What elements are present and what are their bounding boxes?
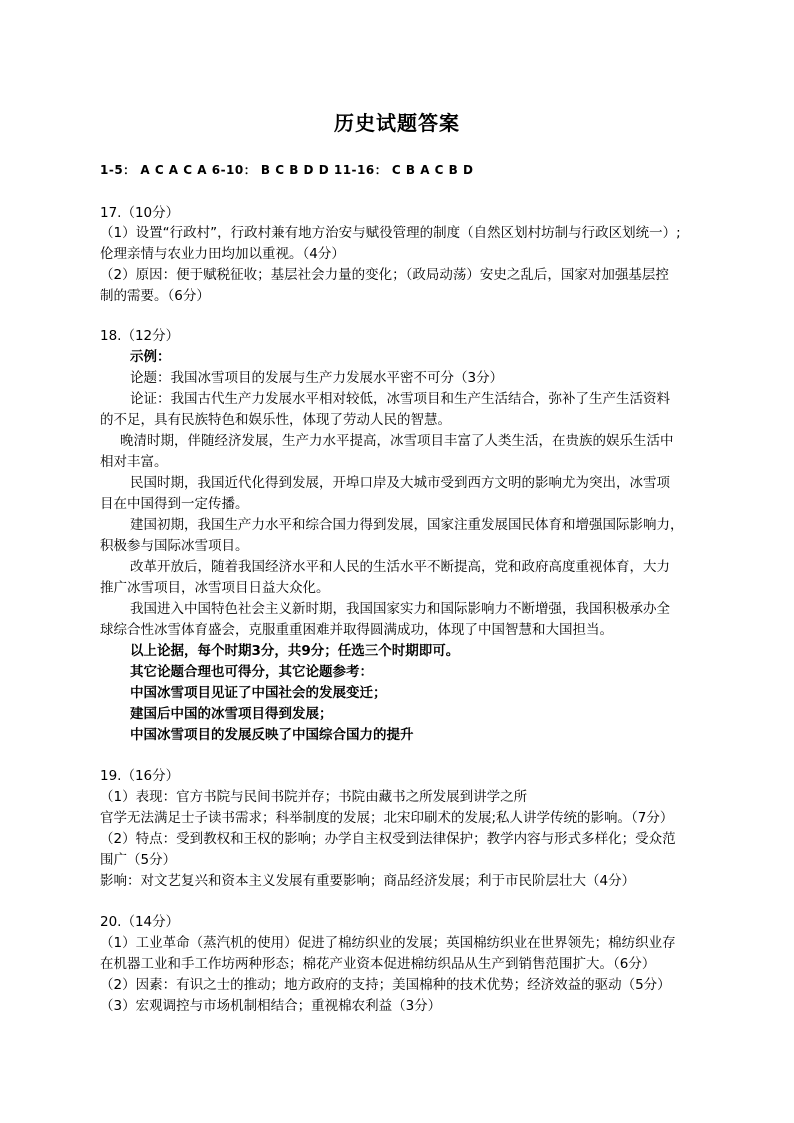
multiple-choice-answers: 1-5： A C A C A 6-10： B C B D D 11-16： C B A C B D: [100, 163, 474, 177]
q19-line: （1）表现：官方书院与民间书院并存；书院由藏书之所发展到讲学之所: [100, 789, 528, 805]
q18-line: 我国进入中国特色社会主义新时期，我国国家实力和国际影响力不断增强，我国积极承办全: [130, 601, 670, 617]
q18-line: 球综合性冰雪体育盛会，克服重重困难并取得圆满成功，体现了中国智慧和大国担当。: [100, 622, 613, 638]
q20-line: （1）工业革命（蒸汽机的使用）促进了棉纺织业的发展；英国棉纺织业在世界领先；棉纺织业存: [100, 935, 676, 951]
q17-line: 制的需要。（6分）: [100, 288, 210, 304]
q18-line: 相对丰富。: [100, 454, 168, 470]
q19-line: 影响：对文艺复兴和资本主义发展有重要影响；商品经济发展；利于市民阶层壮大（4分）: [100, 873, 636, 889]
q18-line: 改革开放后，随着我国经济水平和人民的生活水平不断提高，党和政府高度重视体育，大力: [130, 559, 670, 575]
q19-line: 围广（5分）: [100, 852, 177, 868]
q18-line: 积极参与国际冰雪项目。: [100, 538, 249, 554]
q18-header: 18.（12分）: [100, 328, 180, 344]
q18-line: 论证：我国古代生产力发展水平相对较低，冰雪项目和生产生活结合，弥补了生产生活资料: [130, 391, 670, 407]
q19-line: 官学无法满足士子读书需求；科举制度的发展；北宋印刷术的发展;私人讲学传统的影响。（7分）: [100, 810, 674, 826]
q19-line: （2）特点：受到教权和王权的影响；办学自主权受到法律保护；教学内容与形式多样化；受众范: [100, 831, 676, 847]
q20-line: 在机器工业和手工作坊两种形态；棉花产业资本促进棉纺织品从生产到销售范围扩大。（6分）: [100, 956, 656, 972]
q18-line: 推广冰雪项目，冰雪项目日益大众化。: [100, 580, 330, 596]
q17-line: （2）原因：便于赋税征收；基层社会力量的变化；（政局动荡）安史之乱后，国家对加强基层控: [100, 267, 669, 283]
q19-header: 19.（16分）: [100, 768, 180, 784]
q18-line: 民国时期，我国近代化得到发展，开埠口岸及大城市受到西方文明的影响尤为突出，冰雪项: [130, 475, 670, 491]
q18-example-label: 示例：: [130, 349, 171, 365]
q17-header: 17.（10分）: [100, 205, 180, 221]
q17-line: 伦理亲情与农业力田均加以重视。（4分）: [100, 246, 345, 262]
q18-thesis: 论题：我国冰雪项目的发展与生产力发展水平密不可分（3分）: [130, 370, 504, 386]
q17-line: （1）设置“行政村”，行政村兼有地方治安与赋役管理的制度（自然区划村坊制与行政区划统一）;: [100, 225, 681, 241]
q20-header: 20.（14分）: [100, 914, 180, 930]
q20-line: （3）宏观调控与市场机制相结合；重视棉农利益（3分）: [100, 998, 442, 1014]
q18-alt-thesis: 中国冰雪项目的发展反映了中国综合国力的提升: [130, 727, 414, 743]
q20-line: （2）因素：有识之士的推动；地方政府的支持；美国棉种的技术优势；经济效益的驱动（5分）: [100, 977, 671, 993]
page-title: 历史试题答案: [334, 111, 460, 135]
q18-line: 的不足，具有民族特色和娱乐性，体现了劳动人民的智慧。: [100, 412, 451, 428]
q18-scoring-note: 以上论据，每个时期3分，共9分；任选三个时期即可。: [130, 643, 460, 659]
q18-alt-thesis: 中国冰雪项目见证了中国社会的发展变迁；: [130, 685, 387, 701]
q18-line: 晚清时期，伴随经济发展，生产力水平提高，冰雪项目丰富了人类生活，在贵族的娱乐生活中: [120, 433, 674, 449]
q18-line: 建国初期，我国生产力水平和综合国力得到发展，国家注重发展国民体育和增强国际影响力，: [130, 517, 684, 533]
q18-scoring-note: 其它论题合理也可得分，其它论题参考：: [130, 664, 373, 680]
q18-alt-thesis: 建国后中国的冰雪项目得到发展；: [130, 706, 333, 722]
q18-line: 目在中国得到一定传播。: [100, 496, 249, 512]
